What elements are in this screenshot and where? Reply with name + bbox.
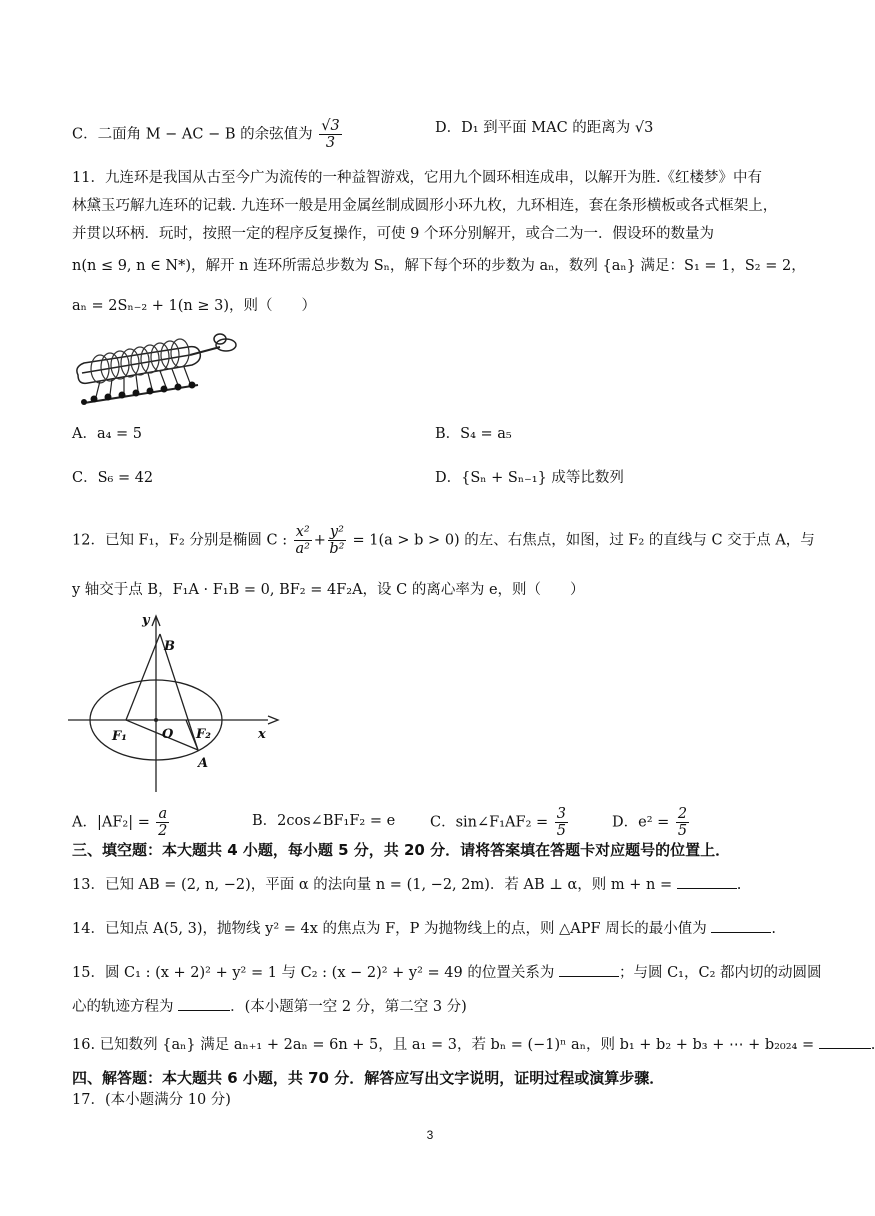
q12-option-d: D．e² = $\frac{2}{5}$ [612,806,688,839]
fig-label-x: x [258,727,266,742]
fig-label-f1: F₁ [112,729,127,744]
q12-frac-x: $\frac{\text{x²}}{\text{a²}}$ [295,524,310,557]
q12-option-a: A．|AF₂| = $\frac{a}{2}$ [72,806,168,839]
q15-answer-blank-1[interactable] [559,962,619,977]
q14-answer-blank[interactable] [711,918,771,933]
q12-frac-y: $\frac{\text{y²}}{\text{b²}}$ [329,524,345,557]
fig-label-y: y [142,613,150,628]
q15-line-2: 心的轨迹方程为 ．(本小题第一空 2 分，第二空 3 分) [72,996,467,1017]
q11-line-1: 11．九连环是我国从古至今广为流传的一种益智游戏，它用九个圆环相连成串，以解开为胜.《红楼梦》中有 [72,170,763,186]
q15-answer-blank-2[interactable] [178,996,230,1011]
section-4-heading: 四、解答题：本大题共 6 小题，共 70 分．解答应写出文字说明，证明过程或演算步骤． [72,1069,665,1087]
q10-option-c-fraction: $\frac{√3}{3}$ [321,118,340,151]
fig-label-a: A [198,756,209,771]
q11-option-b: B．S₄ = a₅ [435,426,512,442]
q11-line-4: n(n ≤ 9, n ∈ N*)，解开 n 连环所需总步数为 Sₙ，解下每个环的步数为 aₙ，数列 {aₙ} 满足：S₁ = 1，S₂ = 2， [72,258,806,274]
q11-line-3: 并贯以环柄．玩时，按照一定的程序反复操作，可使 9 个环分别解开，或合二为一．假设环的数量为 [72,226,714,242]
q11-line-2: 林黛玉巧解九连环的记载. 九连环一般是用金属丝制成圆形小环九枚，九环相连，套在条形横板或各式框架上， [72,198,778,214]
q17-heading: 17．(本小题满分 10 分) [72,1092,231,1108]
q16: 16. 已知数列 {aₙ} 满足 aₙ₊₁ + 2aₙ = 6n + 5，且 a₁ = 3，若 bₙ = (−1)ⁿ aₙ，则 b₁ + b₂ + b₃ + ⋯ + b₂₀₂₄ = . [72,1034,875,1055]
q11-option-c: C．S₆ = 42 [72,470,154,486]
q11-line-5: aₙ = 2Sₙ₋₂ + 1(n ≥ 3)，则（ ） [72,298,317,314]
q12-option-c: C．sin∠F₁AF₂ = $\frac{3}{5}$ [430,806,566,839]
q12-line-1: 12．已知 F₁，F₂ 分别是椭圆 C : $\frac{\text{x²}}{\text{a²}}$ + $\frac{\text{y²}}{\text{b²}}$ = 1(a > b > 0) 的左、右焦点，如图，过 F₂ 的直线与 C 交于点 A，与 [72,524,815,557]
ellipse-figure [68,612,288,792]
q14: 14．已知点 A(5, 3)，抛物线 y² = 4x 的焦点为 F，P 为抛物线上的点，则 △APF 周长的最小值为 . [72,918,776,939]
q16-answer-blank[interactable] [819,1034,871,1049]
fig-label-f2: F₂ [196,727,211,742]
q10-option-c-text: C．二面角 M − AC − B 的余弦值为 [72,126,313,143]
section-3-heading: 三、填空题：本大题共 4 小题，每小题 5 分，共 20 分．请将答案填在答题卡对应题号的位置上． [72,841,731,859]
fig-label-b: B [164,639,175,654]
fig-label-o: O [162,727,174,742]
q10-option-c [72,118,344,151]
q15-line-1: 15．圆 C₁ : (x + 2)² + y² = 1 与 C₂ : (x − 2)² + y² = 49 的位置关系为 ；与圆 C₁，C₂ 都内切的动圆圆 [72,962,822,983]
q13: 13．已知 AB = (2, n, −2)，平面 α 的法向量 n = (1, −2, 2m)．若 AB ⊥ α，则 m + n = . [72,874,741,895]
q11-option-a: A．a₄ = 5 [72,426,143,442]
q10-option-d: D．D₁ 到平面 MAC 的距离为 √3 [435,120,654,136]
q13-answer-blank[interactable] [677,874,737,889]
q12-option-b: B．2cos∠BF₁F₂ = e [252,813,396,829]
q11-option-d: D．{Sₙ + Sₙ₋₁} 成等比数列 [435,470,624,486]
q12-line-2: y 轴交于点 B，F₁A · F₁B = 0, BF₂ = 4F₂A，设 C 的离心率为 e，则（ ） [72,582,585,598]
page-number: 3 [426,1128,434,1142]
nine-ring-puzzle-image [70,325,240,407]
